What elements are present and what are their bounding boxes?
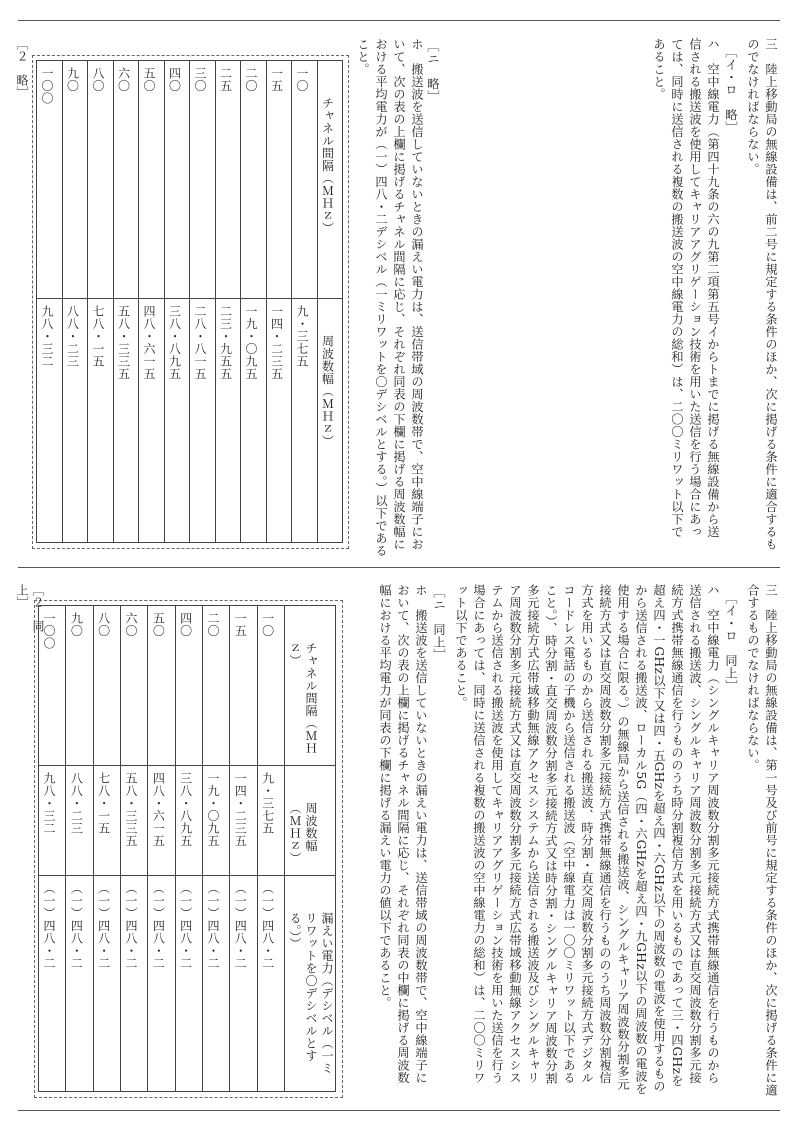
table-cell-text: 一九・〇九五 (244, 305, 258, 380)
table-header-text: 周波数幅（ＭＨｚ） (288, 802, 318, 865)
table-cell (88, 61, 114, 299)
table-header-text: チャネル間隔（ＭＨｚ） (320, 97, 335, 235)
table-cell (66, 876, 93, 1092)
table-cell (230, 766, 257, 876)
table-header-cell (285, 606, 336, 766)
table-cell (39, 876, 66, 1092)
table-cell-text: 六〇 (123, 612, 138, 637)
table-cell (148, 766, 175, 876)
table-cell (266, 299, 292, 543)
upper-item2: ［２ 略］ (15, 38, 29, 98)
table-cell (120, 876, 147, 1092)
table-cell-text: 三八・八九五 (167, 305, 182, 380)
table-header-cell (285, 876, 336, 1092)
table-cell-text: 二〇 (205, 612, 220, 637)
table-cell (113, 61, 139, 299)
table-cell-text: 五八・三三五 (123, 772, 138, 847)
table-cell (120, 606, 147, 766)
table-cell (66, 606, 93, 766)
table-cell-text: （一）四八・二 (260, 882, 275, 970)
table-cell-text: 七八・一五 (91, 305, 105, 368)
table-cell (148, 876, 175, 1092)
upper-sub-ha: ハ 空中線電力（第四十九条の六の九第二項第五号イからトまでに掲げる無線設備から送信される搬送波を使用してキャリアアグリゲーション技術を用いた送信を行う場合にあっては、同時に送信される複数の搬送波の空中線電力の総和）は、二〇〇ミリワット以下であること。 (652, 38, 720, 538)
table-header-cell (317, 299, 343, 543)
table-cell-text: 九・三七五 (295, 305, 309, 368)
table-field-row (39, 876, 336, 1092)
upper-item3: 三 陸上移動局の無線設備は、前二号に規定する条件のほか、次に掲げる条件に適合するものでなければならない。 (746, 38, 778, 551)
table-cell-text: 八〇 (96, 612, 111, 637)
table-field-row (39, 606, 336, 766)
table-cell-text: （一）四八・二 (96, 882, 111, 970)
bottom-rule (18, 1110, 780, 1111)
table-cell-text: 二八・八一五 (193, 305, 207, 380)
table-cell-text: （一）四八・二 (69, 882, 84, 970)
table-cell (202, 876, 229, 1092)
lower-table (38, 605, 336, 1092)
table-cell (175, 766, 202, 876)
table-cell-text: 九八・三二 (40, 305, 54, 368)
table-cell-text: （一）四八・二 (42, 882, 56, 970)
lower-sub-ha: ハ 空中線電力（シングルキャリア周波数分割多元接続方式携帯無線通信を行うものから送信される搬送波、シングルキャリア周波数分割多元接続方式又は直交周波数分割多元接続方式携帯無線通信を行うもののうち時分割複信方式を用いるものであって三・四GHzを超え四・一GHz以下又は四・五GHzを超え四・六GHz以下の周波数の電波を使用するものから送信される搬送波、ローカル5G（四・六GHzを超え四・九GHz以下の周波数の電波を使用する場合に限る。）の無線局から送信される搬送波、シングルキャリア周波数分割多元接続方式又は直交周波数分割多元接続方式携帯無線通信を行うもののうち周波数分割複信方式を用いるものから送信される搬送波、時分割・直交周波数分割多元接続方式デジタルコードレス電話の子機から送信される搬送波（空中線電力は一〇〇ミリワット以下であること。）、時分割・直交周波数分割多元接続方式又は時分割・シングルキャリア周波数分割多元接続方式広帯域移動無線アクセスシステムから送信される搬送波及びシングルキャリア周波数分割多元接続方式又は直交周波数分割多元接続方式広帯域移動無線アクセスシステムから送信される搬送波を使用してキャリアアグリゲーション技術を用いた送信を行う場合にあっては、同時に送信される複数の搬送波の空中線電力の総和）は、二〇〇ミリワット以下であること。 (454, 584, 720, 1095)
table-cell-text: 一四・二三五 (269, 305, 284, 380)
table-cell (292, 299, 318, 543)
table-cell-text: （一）四八・二 (178, 882, 193, 970)
lower-sub-ni: ［ニ 同上］ (432, 586, 446, 661)
table-cell-text: 一〇〇 (40, 67, 54, 105)
table-cell (190, 61, 216, 299)
lower-item3: 三 陸上移動局の無線設備は、第一号及び前号に規定する条件のほか、次に掲げる条件に適合するものでなければならない。 (746, 584, 778, 1097)
table-cell-text: 一九・〇九五 (205, 772, 220, 847)
table-cell-text: 二五 (218, 67, 233, 92)
table-field-row (37, 299, 343, 543)
upper-sub-ho: ホ 搬送波を送信していないときの漏えい電力は、送信帯域の周波数帯で、空中線端子において、次の表の上欄に掲げるチャネル間隔に応じ、それぞれ同表の下欄に掲げる周波数幅における平均電力が（一）四八・二デシベル（一ミリワットを〇デシベルとする。）以下であること。 (356, 38, 424, 557)
table-cell (175, 606, 202, 766)
table-cell-text: （一）四八・二 (205, 882, 220, 970)
table-cell-text: 一〇 (295, 67, 309, 92)
lower-item2: ［２ 同上］ (15, 584, 45, 632)
table-cell (120, 766, 147, 876)
table-cell-text: 一四・二三五 (233, 772, 248, 847)
lower-sub-io: ［イ・ロ 同上］ (724, 592, 738, 692)
table-cell (190, 299, 216, 543)
table-cell-text: 五〇 (151, 612, 166, 637)
table-cell (93, 766, 120, 876)
table-cell (39, 766, 66, 876)
table-cell (175, 876, 202, 1092)
table-cell-text: 一五 (269, 67, 284, 92)
table-cell-text: 三〇 (193, 67, 207, 92)
table-cell (113, 299, 139, 543)
table-cell (257, 606, 284, 766)
table-cell-text: 五八・三三五 (116, 305, 131, 380)
table-cell-text: 九〇 (65, 67, 80, 92)
table-header-text: 漏えい電力（デシベル（一ミリワットを〇デシベルとする。）） (288, 912, 334, 1075)
table-cell (93, 606, 120, 766)
lower-sub-ho: ホ 搬送波を送信していないときの漏えい電力は、送信帯域の周波数帯で、空中線端子において、次の表の上欄に掲げるチャネル間隔に応じ、それぞれ同表の中欄に掲げる周波数幅における平均電力が同表の下欄に掲げる漏えい電力の値以下であること。 (378, 584, 428, 1084)
table-cell (257, 876, 284, 1092)
table-cell-text: 三八・八九五 (178, 772, 193, 847)
table-cell-text: （一）四八・二 (233, 882, 248, 970)
table-cell (88, 299, 114, 543)
table-cell-text: 八〇 (91, 67, 105, 92)
table-cell (241, 299, 267, 543)
table-cell-text: 八八・二三 (65, 305, 80, 368)
table-cell-text: 四八・六一五 (142, 305, 156, 380)
table-cell (215, 61, 241, 299)
table-cell-text: 七八・一五 (96, 772, 111, 835)
table-cell-text: 五〇 (142, 67, 156, 92)
table-cell-text: 一〇 (260, 612, 275, 637)
table-cell-text: 九・三七五 (260, 772, 275, 835)
table-cell-text: 二〇 (244, 67, 258, 92)
upper-table (36, 60, 343, 543)
table-cell (257, 766, 284, 876)
table-header-cell (285, 766, 336, 876)
table-cell (93, 876, 120, 1092)
table-cell (37, 299, 63, 543)
table-cell-text: （一）四八・二 (151, 882, 166, 970)
table-cell-text: 四〇 (167, 67, 182, 92)
top-rule (18, 20, 780, 21)
table-cell (292, 61, 318, 299)
table-field-row (39, 766, 336, 876)
table-cell-text: 六〇 (116, 67, 131, 92)
table-cell (164, 61, 190, 299)
table-cell (37, 61, 63, 299)
middle-rule (18, 567, 780, 568)
table-cell (202, 766, 229, 876)
upper-sub-ni: ［ニ 略］ (426, 40, 440, 103)
table-cell (66, 766, 93, 876)
table-cell (62, 299, 88, 543)
table-cell-text: 一五 (233, 612, 248, 637)
table-cell (139, 61, 165, 299)
table-cell (39, 606, 66, 766)
table-header-text: 周波数幅（ＭＨｚ） (320, 335, 335, 448)
table-cell (215, 299, 241, 543)
upper-sub-io: ［イ・ロ 略］ (724, 46, 738, 134)
table-cell-text: 四八・六一五 (151, 772, 166, 847)
table-cell (164, 299, 190, 543)
table-cell (148, 606, 175, 766)
table-cell (230, 606, 257, 766)
table-cell-text: 九八・三二 (42, 772, 56, 835)
table-cell-text: 八八・二三 (69, 772, 84, 835)
table-cell (241, 61, 267, 299)
table-cell (202, 606, 229, 766)
table-cell (139, 299, 165, 543)
table-header-cell (317, 61, 343, 299)
table-field-row (37, 61, 343, 299)
table-cell (230, 876, 257, 1092)
table-cell-text: （一）四八・二 (123, 882, 138, 970)
table-cell-text: 四〇 (178, 612, 193, 637)
table-cell-text: 二三・九五五 (218, 305, 233, 380)
table-cell-text: 九〇 (69, 612, 84, 637)
table-cell (266, 61, 292, 299)
table-cell-text: 一〇〇 (42, 612, 56, 650)
table-cell (62, 61, 88, 299)
table-header-text: チャネル間隔（ＭＨｚ） (288, 642, 318, 755)
